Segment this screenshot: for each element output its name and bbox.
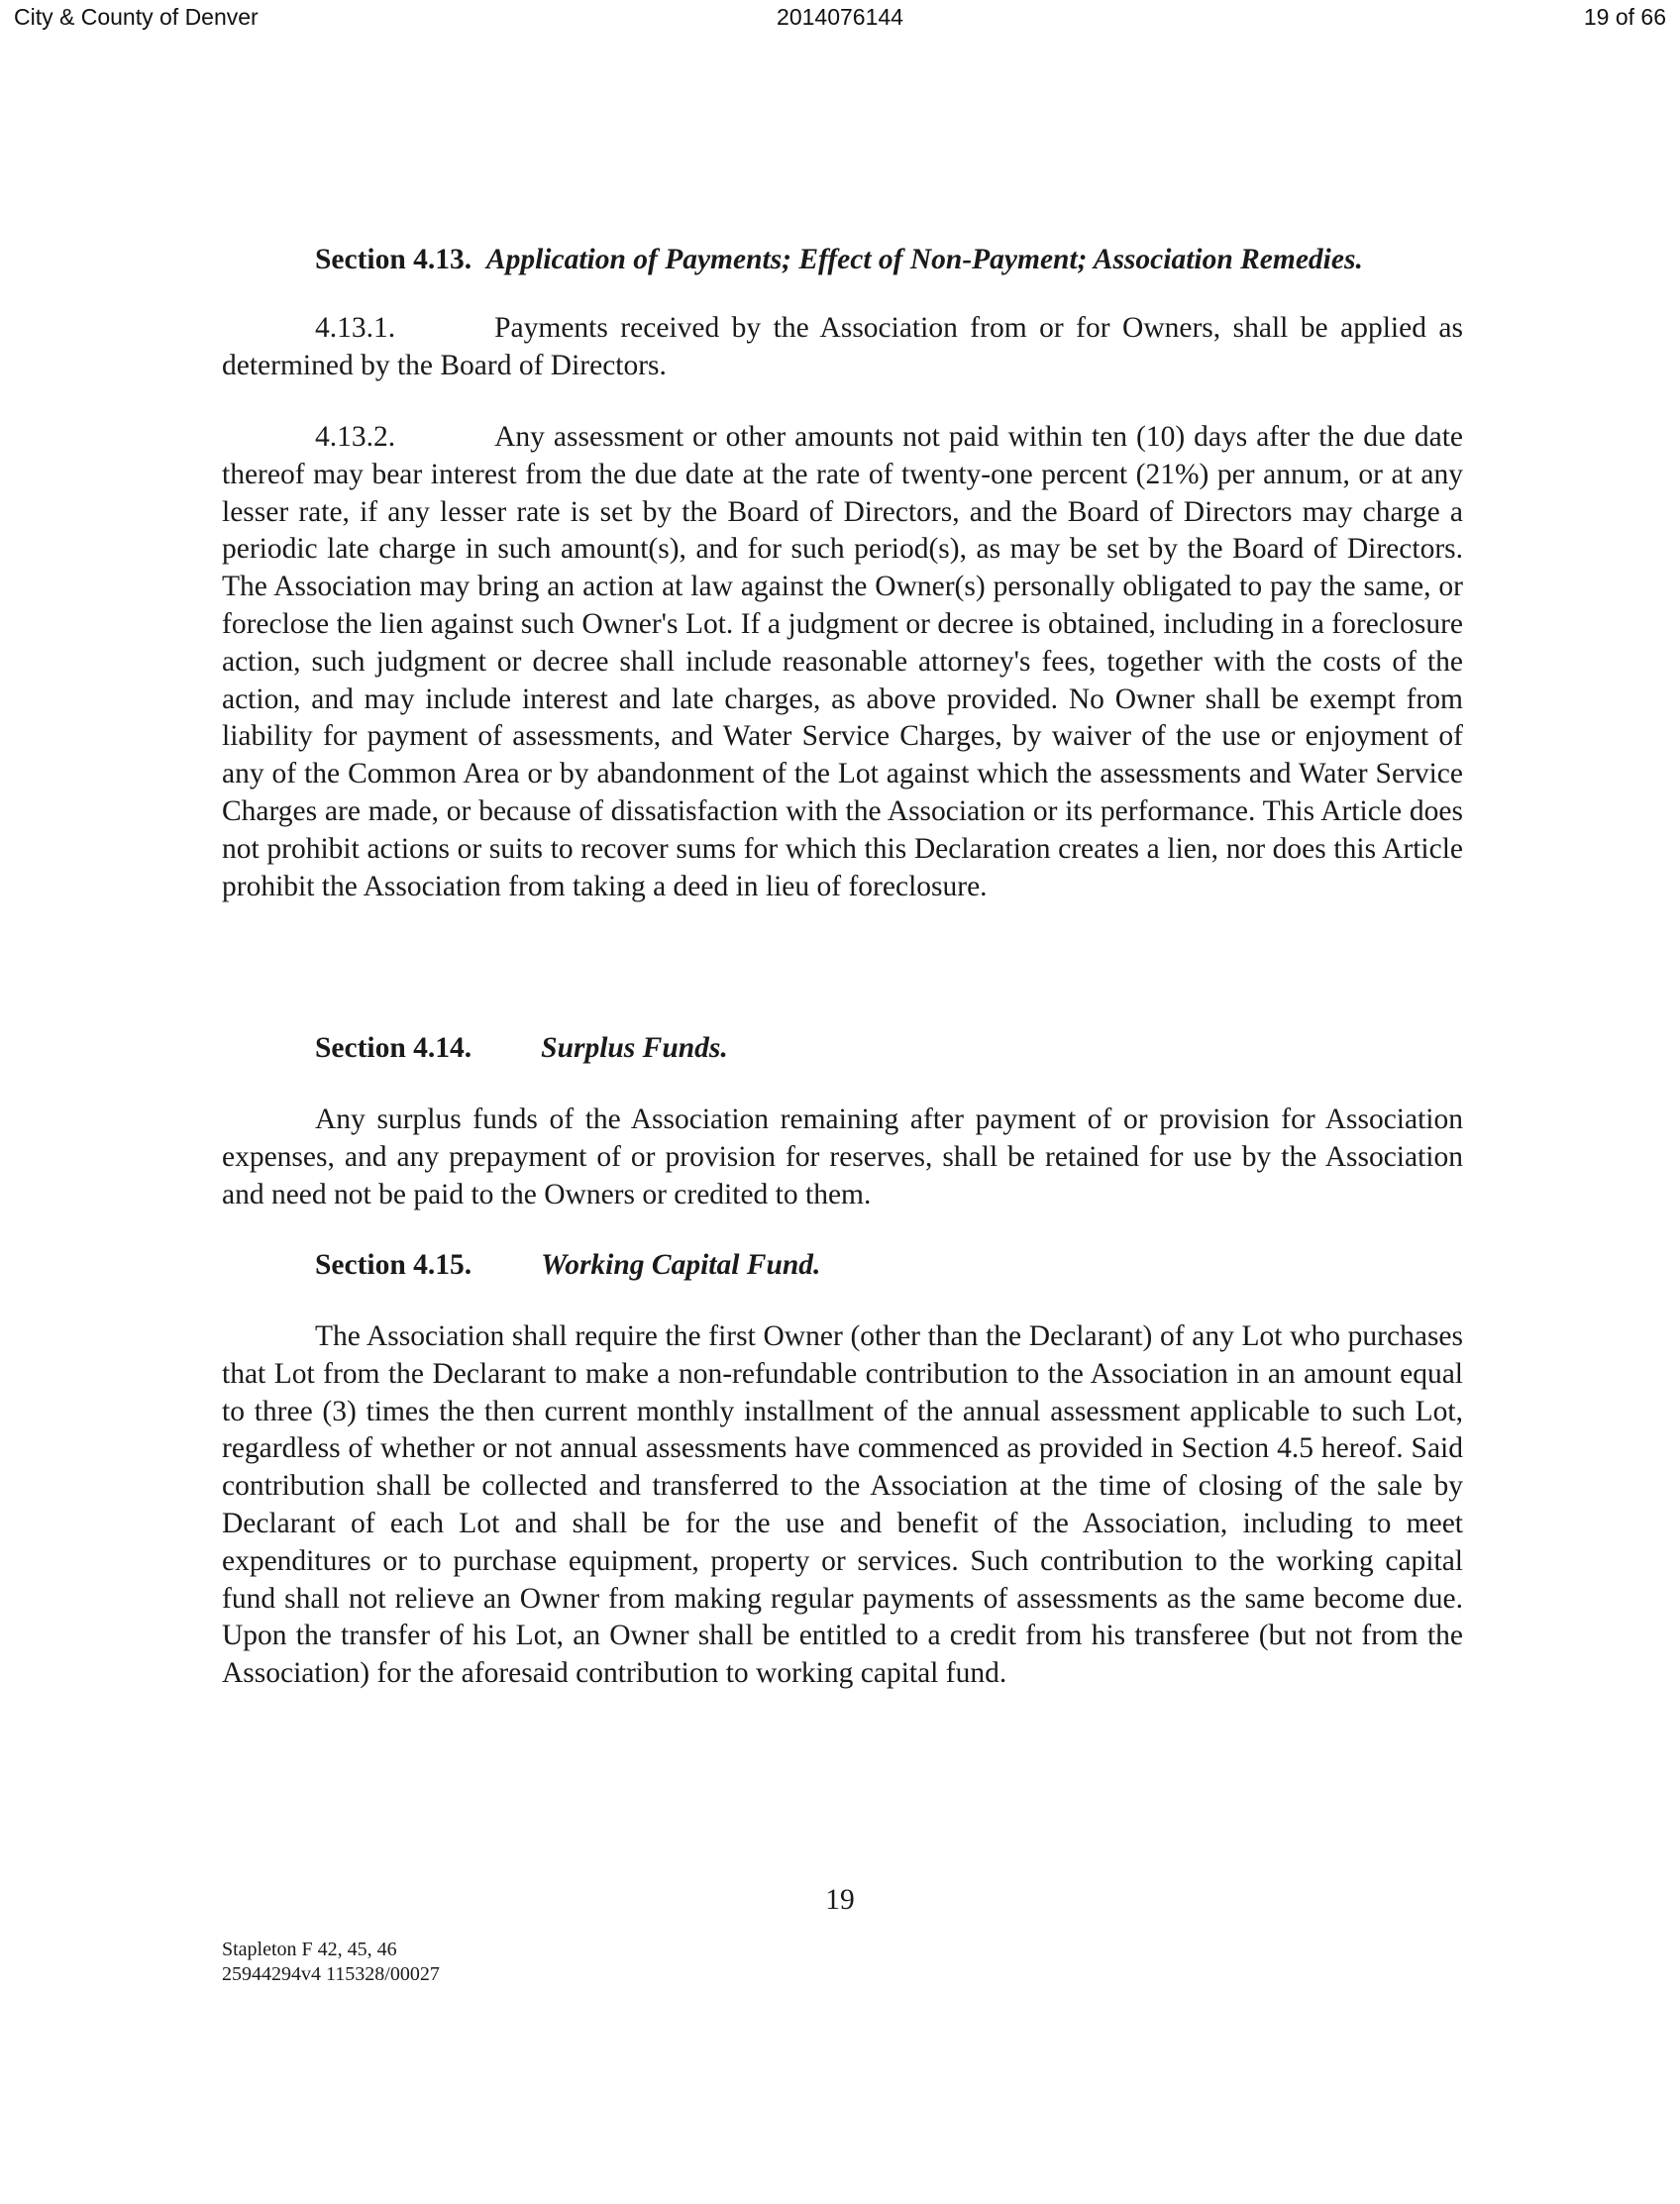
paragraph-text: The Association shall require the first Owner (other than the Declarant) of any Lot who purchases that Lot from the Declarant to make a non-refundable contribution to the Association in an amount equal to three (3) times the then current monthly installment of the annual assessment applicable to such Lot, regardless of whether or not annual assessments have commenced as provided in Section 4.5 hereof. Said contribution shall be collected and transferred to the Association at the time of closing of the sale by Declarant of each Lot and shall be for the use and benefit of the Association, including to meet expenditures or to purchase equipment, property or services. Such contribution to the working capital fund shall not relieve an Owner from making regular payments of assessments as the same become due. Upon the transfer of his Lot, an Owner shall be entitled to a credit from his transferee (but not from the Association) for the aforesaid contribution to working capital fund. (222, 1320, 1463, 1690)
section-number: Section 4.13. (315, 244, 472, 275)
reference-line: 25944294v4 115328/00027 (222, 1963, 440, 1985)
section-4-13-heading (315, 242, 1363, 279)
paragraph-4-14 (222, 1102, 1463, 1213)
paragraph-text: Any surplus funds of the Association remaining after payment of or provision for Association expenses, and any prepayment of or provision for reserves, shall be retained for use by the Association and need not be paid to the Owners or credited to them. (222, 1103, 1463, 1210)
paragraph-4-15 (222, 1318, 1463, 1693)
recorder-name: City & County of Denver (14, 4, 259, 30)
section-number: Section 4.14. (315, 1032, 472, 1064)
reception-number: 2014076144 (777, 4, 903, 30)
paragraph-4-13-2 (222, 419, 1463, 905)
section-4-14-heading (315, 1030, 728, 1068)
paragraph-text: Any assessment or other amounts not paid within ten (10) days after the due date thereof may bear interest from the due date at the rate of twenty-one percent (21%) per annum, or at any lesser rate, if any lesser rate is set by the Board of Directors, and the Board of Directors may charge a periodic late charge in such amount(s), and for such period(s), as may be set by the Board of Directors. The Association may bring an action at law against the Owner(s) personally obligated to pay the same, or foreclose the lien against such Owner's Lot. If a judgment or decree is obtained, including in a foreclosure action, such judgment or decree shall include reasonable attorney's fees, together with the costs of the action, and may include interest and late charges, as above provided. No Owner shall be exempt from liability for payment of assessments, and Water Service Charges, by waiver of the use or enjoyment of any of the Common Area or by abandonment of the Lot against which the assessments and Water Service Charges are made, or because of dissatisfaction with the Association or its performance. This Article does not prohibit actions or suits to recover sums for which this Declaration creates a lien, nor does this Article prohibit the Association from taking a deed in lieu of foreclosure. (222, 421, 1463, 902)
section-title: Surplus Funds. (541, 1032, 728, 1064)
section-title: Application of Payments; Effect of Non-Payment; Association Remedies. (485, 244, 1363, 275)
paragraph-text: Payments received by the Association from or for Owners, shall be applied as determined by the Board of Directors. (222, 312, 1463, 381)
section-number: Section 4.15. (315, 1249, 472, 1281)
paragraph-number: 4.13.1. (315, 312, 396, 344)
paragraph-4-13-1 (222, 310, 1463, 385)
document-reference (222, 1938, 440, 1987)
paragraph-number: 4.13.2. (315, 421, 396, 453)
page-count: 19 of 66 (1583, 4, 1666, 30)
section-4-15-heading (315, 1247, 820, 1285)
reference-line: Stapleton F 42, 45, 46 (222, 1939, 397, 1960)
section-title: Working Capital Fund. (541, 1249, 821, 1281)
page-number: 19 (825, 1884, 855, 1916)
